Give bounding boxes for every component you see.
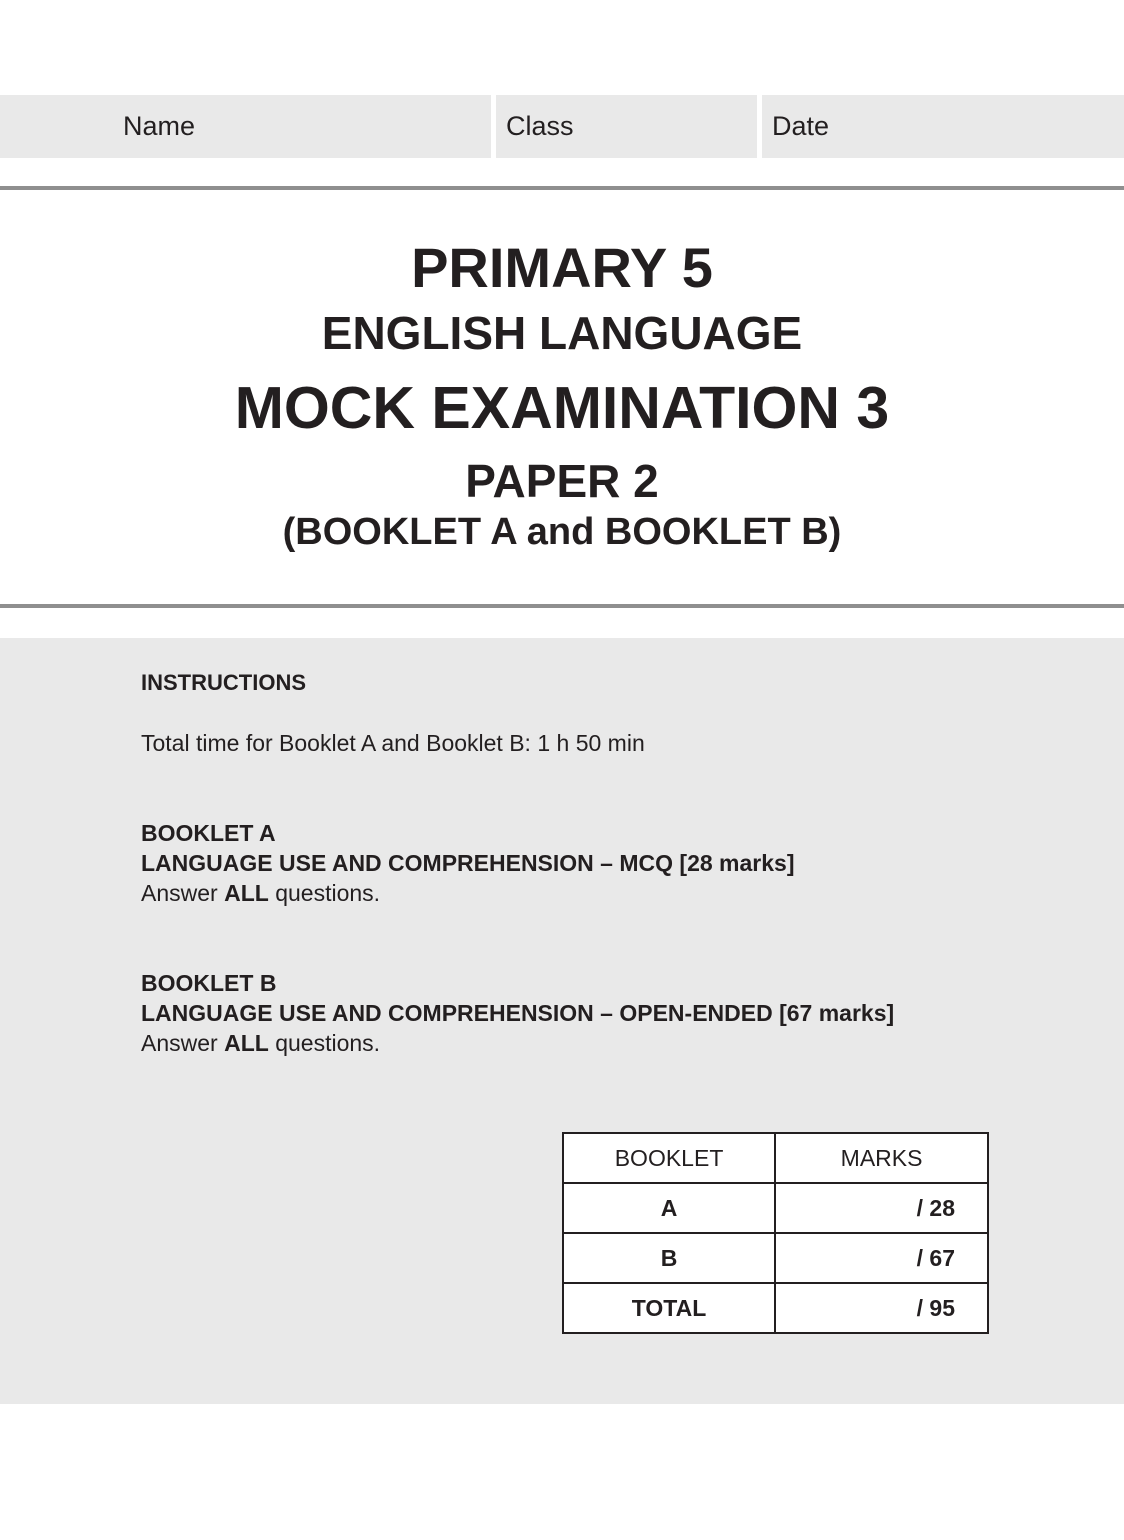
paper-title: PAPER 2 <box>465 455 659 507</box>
class-field[interactable] <box>496 95 757 158</box>
table-row <box>563 1233 988 1283</box>
booklet-b-answer-suffix: questions. <box>268 1030 381 1056</box>
date-field[interactable] <box>762 95 1124 158</box>
date-label: Date <box>772 111 830 141</box>
title-block <box>0 232 1124 556</box>
booklet-b-answer-prefix: Answer <box>141 1030 225 1056</box>
marks-cell-total[interactable]: / 95 <box>775 1283 988 1333</box>
marks-cell-b[interactable]: / 67 <box>775 1233 988 1283</box>
booklet-b-instructions <box>141 968 894 1058</box>
booklet-a-section: LANGUAGE USE AND COMPREHENSION – MCQ [28 marks] <box>141 850 795 876</box>
booklet-a-answer-line <box>141 878 794 908</box>
student-details-bar <box>0 95 1124 158</box>
booklet-cell-b: B <box>563 1233 775 1283</box>
exam-title: MOCK EXAMINATION 3 <box>234 375 890 441</box>
top-divider <box>0 186 1124 190</box>
booklet-column-header: BOOKLET <box>563 1133 775 1183</box>
marks-table-header-row <box>563 1133 988 1183</box>
marks-column-header: MARKS <box>775 1133 988 1183</box>
booklets-subtitle: (BOOKLET A and BOOKLET B) <box>282 511 842 553</box>
booklet-a-instructions <box>141 818 794 908</box>
subject-title: ENGLISH LANGUAGE <box>321 307 803 359</box>
instructions-heading: INSTRUCTIONS <box>141 670 306 695</box>
instructions-panel <box>0 638 1124 1404</box>
grade-title: PRIMARY 5 <box>411 236 713 299</box>
total-time-text: Total time for Booklet A and Booklet B: 1 h 50 min <box>141 730 645 756</box>
marks-cell-a[interactable]: / 28 <box>775 1183 988 1233</box>
name-label: Name <box>123 111 196 141</box>
booklet-cell-total: TOTAL <box>563 1283 775 1333</box>
bottom-divider <box>0 604 1124 608</box>
table-row <box>563 1283 988 1333</box>
name-field[interactable] <box>0 95 491 158</box>
booklet-a-title: BOOKLET A <box>141 820 276 846</box>
class-label: Class <box>506 111 574 141</box>
booklet-b-title: BOOKLET B <box>141 970 277 996</box>
booklet-a-answer-suffix: questions. <box>268 880 381 906</box>
marks-table <box>562 1132 989 1334</box>
booklet-b-answer-line <box>141 1028 894 1058</box>
booklet-b-section: LANGUAGE USE AND COMPREHENSION – OPEN-ENDED [67 marks] <box>141 1000 895 1026</box>
booklet-cell-a: A <box>563 1183 775 1233</box>
booklet-a-answer-emphasis: ALL <box>224 880 269 906</box>
table-row <box>563 1183 988 1233</box>
booklet-b-answer-emphasis: ALL <box>224 1030 269 1056</box>
booklet-a-answer-prefix: Answer <box>141 880 225 906</box>
